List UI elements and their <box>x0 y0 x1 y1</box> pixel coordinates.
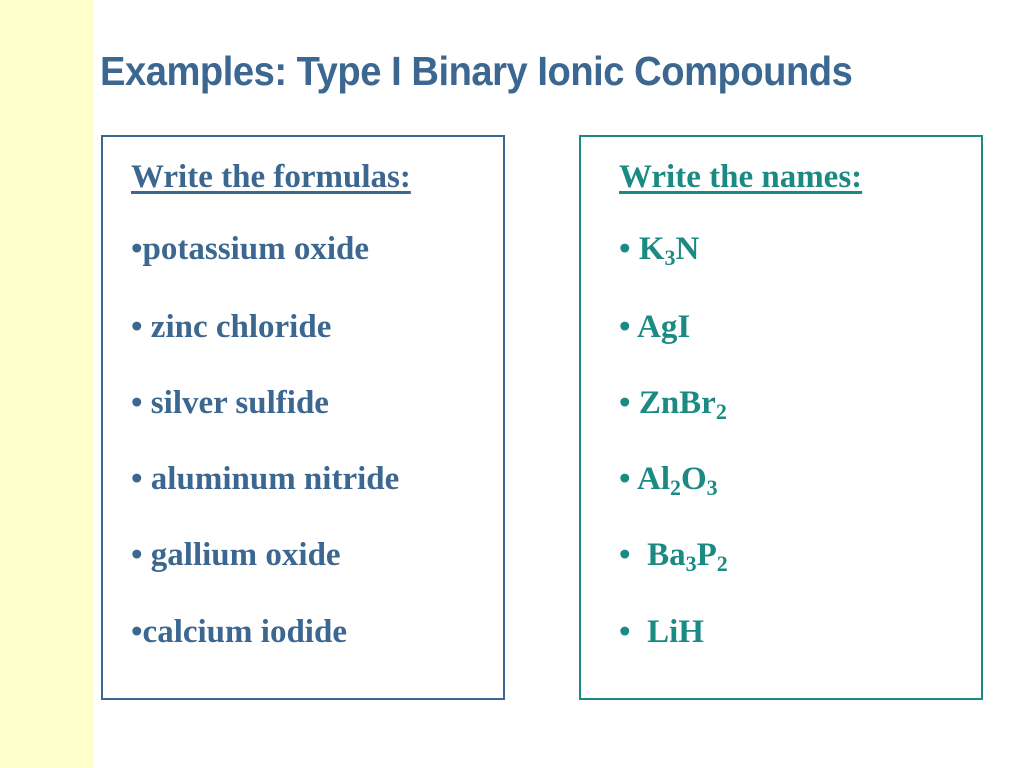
names-panel <box>579 135 983 700</box>
formula-subscript: 3 <box>685 551 697 576</box>
formula-symbol: N <box>675 231 700 267</box>
names-heading: Write the names: <box>619 159 863 195</box>
formula-symbol: AgI <box>636 309 691 345</box>
list-item <box>619 537 728 576</box>
bullet: • <box>619 537 648 573</box>
list-item <box>619 461 718 500</box>
list-item: • silver sulfide <box>131 385 329 421</box>
bullet: • <box>619 385 639 421</box>
bullet: • <box>619 461 637 497</box>
bullet: • <box>619 614 648 650</box>
formula-symbol: K <box>638 231 665 267</box>
formula-subscript: 2 <box>716 551 728 576</box>
list-item: • zinc chloride <box>131 309 332 345</box>
list-item <box>619 385 727 424</box>
formula-subscript: 2 <box>715 399 727 424</box>
formula-symbol: P <box>696 537 717 573</box>
formula-subscript: 2 <box>669 475 681 500</box>
bullet: • <box>619 309 637 345</box>
formula-symbol: LiH <box>647 614 704 650</box>
list-item: •calcium iodide <box>131 614 347 650</box>
list-item <box>619 311 690 344</box>
formulas-panel <box>101 135 505 700</box>
formula-symbol: O <box>680 461 707 497</box>
list-item: •potassium oxide <box>131 231 370 267</box>
bullet: • <box>619 231 639 267</box>
list-item: • gallium oxide <box>131 537 341 573</box>
formula-symbol: ZnBr <box>638 385 716 421</box>
list-item <box>619 616 704 649</box>
list-item <box>619 231 700 270</box>
formula-symbol: Ba <box>647 537 686 573</box>
side-accent-strip <box>0 0 94 768</box>
formulas-heading: Write the formulas: <box>131 159 411 195</box>
formula-symbol: Al <box>636 461 670 497</box>
formula-subscript: 3 <box>706 475 718 500</box>
slide-title: Examples: Type I Binary Ionic Compounds <box>100 48 853 94</box>
formula-subscript: 3 <box>664 245 676 270</box>
list-item: • aluminum nitride <box>131 461 400 497</box>
